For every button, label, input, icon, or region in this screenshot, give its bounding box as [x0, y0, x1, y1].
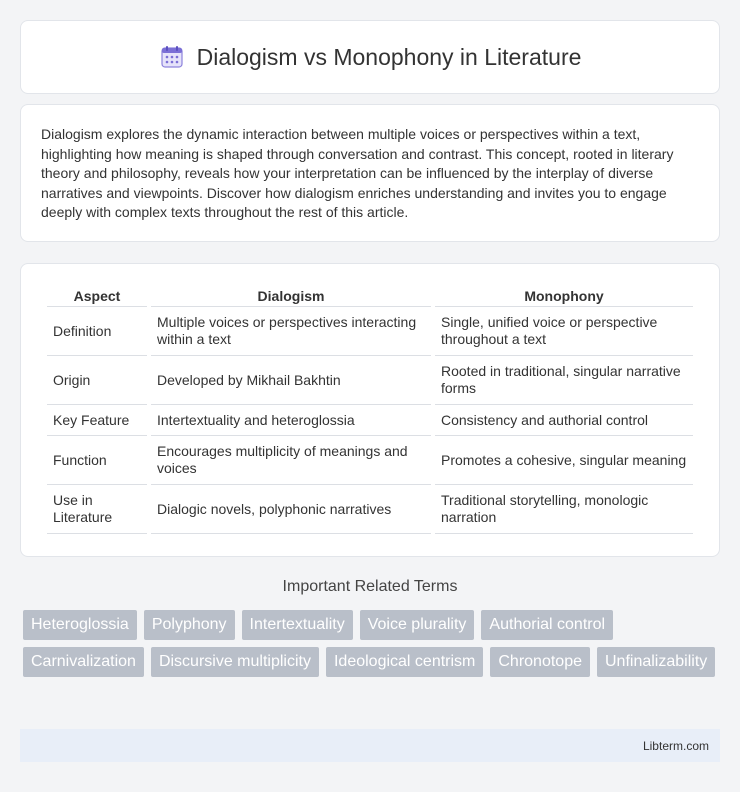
related-term-tag[interactable]: Authorial control: [481, 610, 613, 640]
table-cell: Function: [47, 436, 147, 485]
related-term-tag[interactable]: Intertextuality: [242, 610, 353, 640]
table-row: [47, 356, 693, 405]
intro-card: [20, 104, 720, 242]
table-cell: Traditional storytelling, monologic narration: [435, 485, 693, 534]
table-cell: Developed by Mikhail Bakhtin: [151, 356, 431, 405]
intro-paragraph: Dialogism explores the dynamic interaction between multiple voices or perspectives within a text, highlighting how meaning is shaped through conversation and contrast. This concept, rooted in literary theory and philosophy, reveals how your interpretation can be influenced by the interplay of diverse narratives and viewpoints. Discover how dialogism enriches understanding and invites you to engage deeply with complex texts throughout the rest of this article.: [41, 126, 674, 220]
table-header-monophony: Monophony: [435, 284, 693, 307]
table-cell: Encourages multiplicity of meanings and voices: [151, 436, 431, 485]
title-card: [20, 20, 720, 94]
calendar-icon: [159, 44, 185, 70]
related-terms-heading: Important Related Terms: [282, 578, 458, 595]
table-cell: Single, unified voice or perspective throughout a text: [435, 307, 693, 356]
table-cell: Definition: [47, 307, 147, 356]
related-term-tag[interactable]: Ideological centrism: [326, 647, 483, 677]
table-cell: Promotes a cohesive, singular meaning: [435, 436, 693, 485]
table-cell: Use in Literature: [47, 485, 147, 534]
footer-site-link[interactable]: Libterm.com: [642, 738, 709, 753]
table-cell: Rooted in traditional, singular narrative forms: [435, 356, 693, 405]
related-term-tag[interactable]: Chronotope: [490, 647, 590, 677]
related-term-tag[interactable]: Discursive multiplicity: [151, 647, 319, 677]
page-title: Dialogism vs Monophony in Literature: [196, 43, 582, 70]
table-header-aspect: Aspect: [47, 284, 147, 307]
table-row: [47, 307, 693, 356]
table-row: [47, 485, 693, 534]
table-cell: Key Feature: [47, 405, 147, 436]
table-cell: Dialogic novels, polyphonic narratives: [151, 485, 431, 534]
comparison-table: [43, 284, 697, 534]
related-term-tag[interactable]: Polyphony: [144, 610, 235, 640]
table-row: [47, 405, 693, 436]
table-cell: Multiple voices or perspectives interacting within a text: [151, 307, 431, 356]
related-terms-list: [23, 610, 723, 677]
related-term-tag[interactable]: Heteroglossia: [23, 610, 137, 640]
table-cell: Origin: [47, 356, 147, 405]
related-term-tag[interactable]: Carnivalization: [23, 647, 144, 677]
related-term-tag[interactable]: Voice plurality: [360, 610, 475, 640]
table-header-row: [47, 284, 693, 307]
table-cell: Consistency and authorial control: [435, 405, 693, 436]
table-row: [47, 436, 693, 485]
table-header-dialogism: Dialogism: [151, 284, 431, 307]
related-term-tag[interactable]: Unfinalizability: [597, 647, 715, 677]
footer: [20, 729, 720, 762]
table-cell: Intertextuality and heteroglossia: [151, 405, 431, 436]
comparison-table-card: [20, 263, 720, 557]
